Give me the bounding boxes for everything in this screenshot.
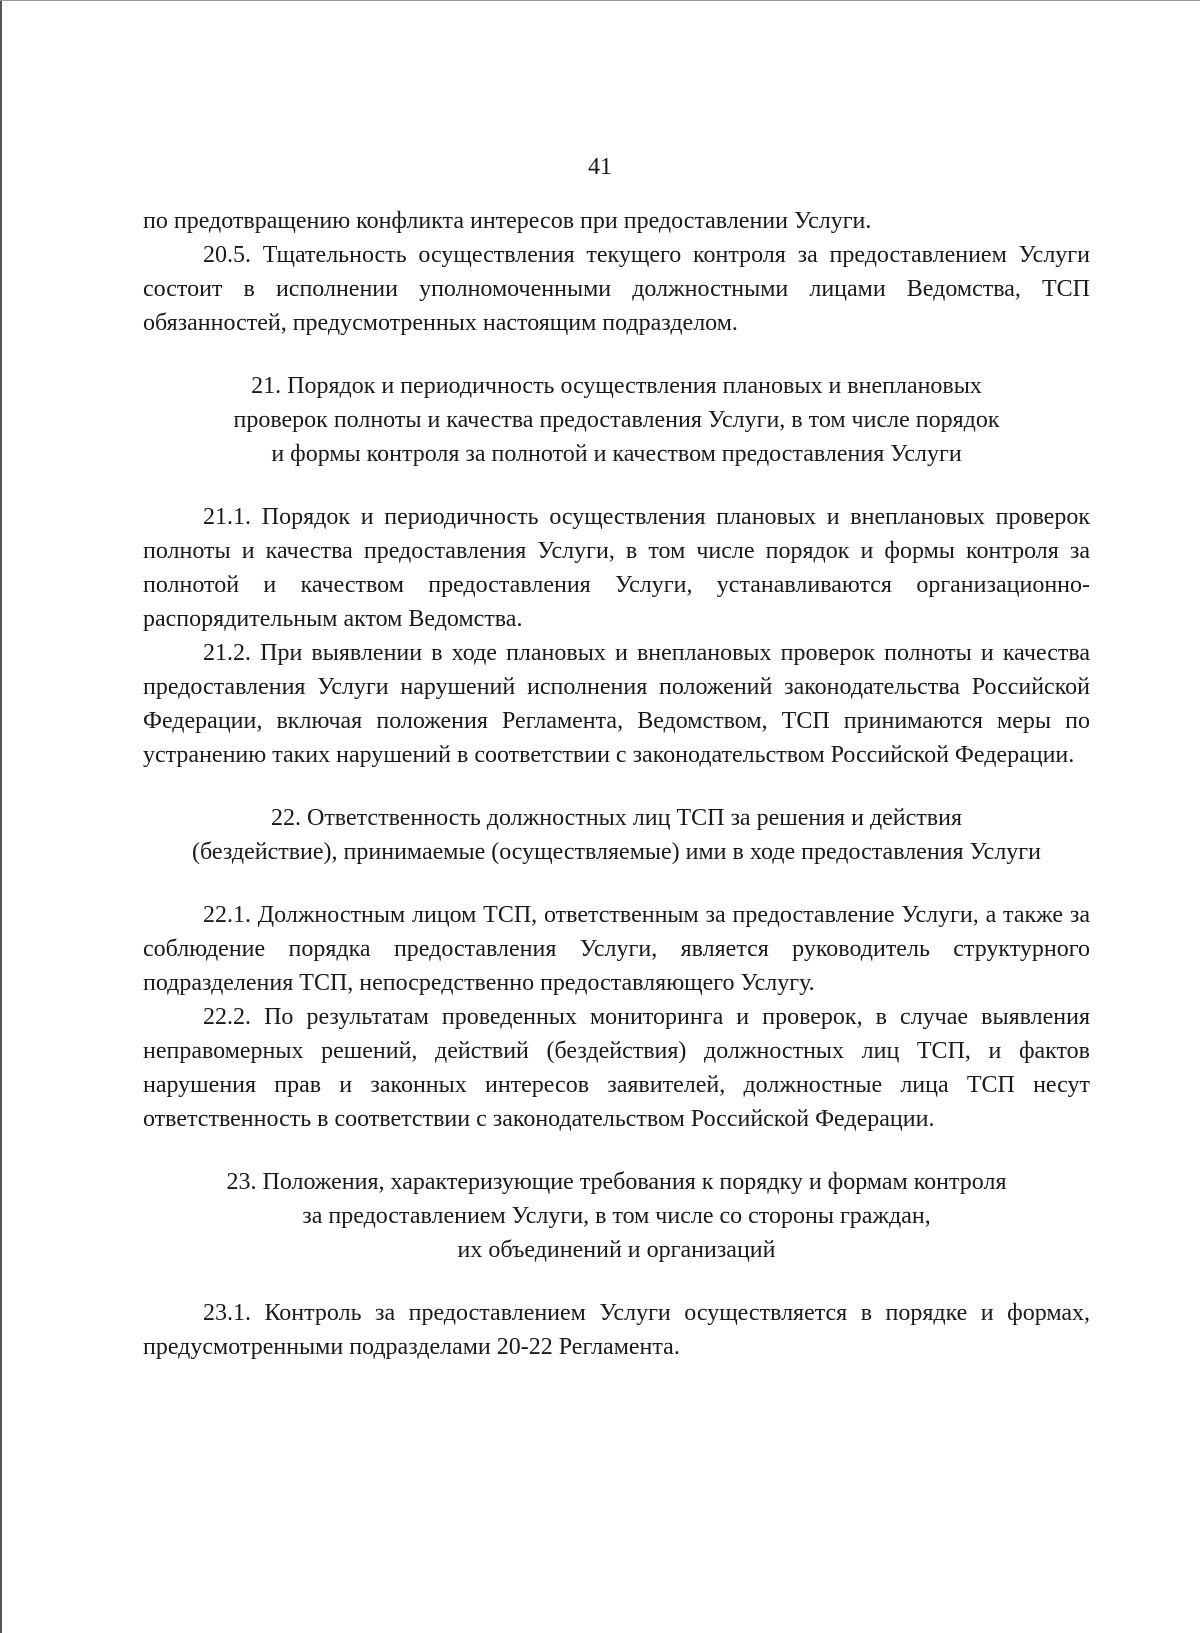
heading-line: 22. Ответственность должностных лиц ТСП за решения и действия	[270, 805, 963, 831]
paragraph-23-1: 23.1. Контроль за предоставлением Услуги осуществляется в порядке и формах, предусмотренными подразделами 20-22 Регламента.	[143, 1300, 1090, 1360]
paragraph-21-2: 21.2. При выявлении в ходе плановых и внеплановых проверок полноты и качества предоставления Услуги нарушений исполнения положений законодательства Российской Федерации, включая положения Регламента, Ведомством, ТСП принимаются меры по устранению таких нарушений в соответствии с законодательством Российской Федерации.	[143, 640, 1090, 768]
scan-left-edge	[0, 0, 2, 1633]
heading-line: 23. Положения, характеризующие требования к порядку и формам контроля	[226, 1169, 1007, 1195]
scan-top-edge	[0, 0, 1200, 1]
page-number: 41	[588, 154, 612, 180]
heading-line: их объединений и организаций	[457, 1237, 776, 1263]
heading-line: (бездействие), принимаемые (осуществляемые) ими в ходе предоставления Услуги	[192, 839, 1041, 865]
heading-line: 21. Порядок и периодичность осуществления плановых и внеплановых	[251, 373, 982, 399]
document-body	[143, 204, 1090, 1364]
section-heading-22	[143, 801, 1090, 869]
section-heading-23	[143, 1165, 1090, 1267]
heading-line: за предоставлением Услуги, в том числе со стороны граждан,	[302, 1203, 931, 1229]
paragraph-21-1: 21.1. Порядок и периодичность осуществления плановых и внеплановых проверок полноты и качества предоставления Услуги, в том числе порядок и формы контроля за полнотой и качеством предоставления Услуги, устанавливаются организационно-распорядительным актом Ведомства.	[143, 504, 1090, 632]
paragraph-22-1: 22.1. Должностным лицом ТСП, ответственным за предоставление Услуги, а также за соблюдение порядка предоставления Услуги, является руководитель структурного подразделения ТСП, непосредственно предоставляющего Услугу.	[143, 902, 1090, 996]
paragraph-20-5: 20.5. Тщательность осуществления текущего контроля за предоставлением Услуги состоит в исполнении уполномоченными должностными лицами Ведомства, ТСП обязанностей, предусмотренных настоящим подразделом.	[143, 242, 1090, 336]
paragraph: по предотвращению конфликта интересов при предоставлении Услуги.	[143, 208, 872, 234]
heading-line: проверок полноты и качества предоставления Услуги, в том числе порядок	[233, 407, 1000, 433]
section-heading-21	[143, 369, 1090, 471]
paragraph-22-2: 22.2. По результатам проведенных мониторинга и проверок, в случае выявления неправомерных решений, действий (бездействия) должностных лиц ТСП, и фактов нарушения прав и законных интересов заявителей, должностные лица ТСП несут ответственность в соответствии с законодательством Российской Федерации.	[143, 1004, 1090, 1132]
heading-line: и формы контроля за полнотой и качеством предоставления Услуги	[271, 441, 962, 467]
